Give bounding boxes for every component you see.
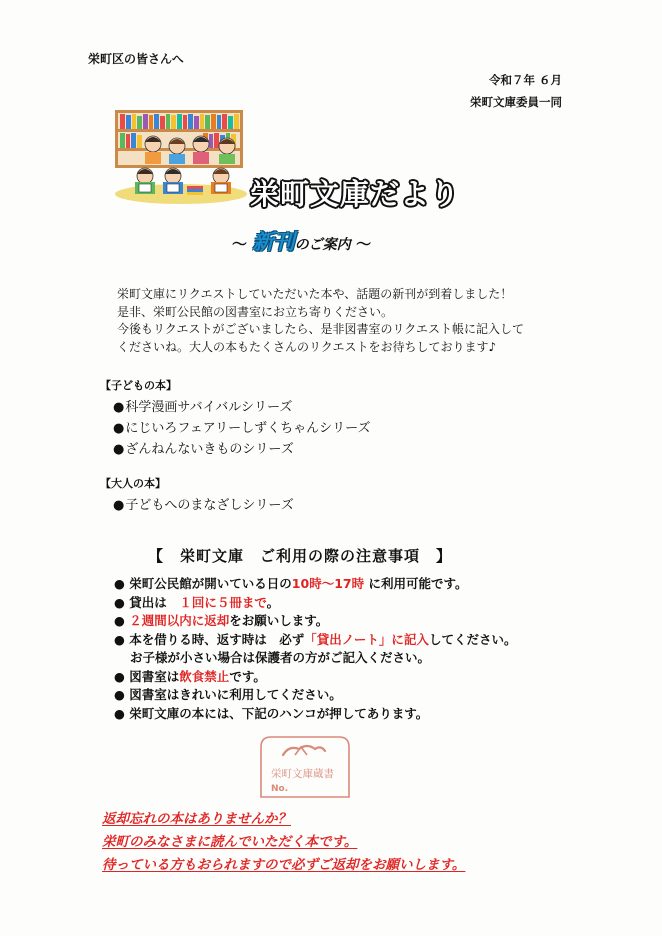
intro-line: 是非、栄町公民館の図書室にお立ち寄りください。 [117,304,394,319]
notice-item [114,705,516,724]
newsletter-title: 栄町文庫だより [250,177,461,211]
notice-item [114,612,516,631]
notice-text: 栄町公民館が開いている日の [129,576,292,591]
addressee: 栄町区の皆さんへ [88,52,184,66]
notice-item [114,631,516,650]
notice-item [114,575,516,594]
bullet-icon: ● [114,613,125,628]
issue-date: 令和７年 ６月 [488,73,562,87]
book-title: 子どもへのまなざしシリーズ [125,498,294,513]
bullet-icon: ● [114,705,125,721]
intro-line: くださいね。大人の本もたくさんのリクエストをお待ちしております♪ [117,339,497,354]
return-reminder [102,808,465,877]
notice-highlight: 飲食禁止 [179,668,230,684]
bullet-icon: ● [114,668,125,684]
notice-item [114,594,516,613]
reminder-line: 栄町のみなさまに読んでいただく本です。 [102,834,358,850]
intro-line: 今後もリクエストがございましたら、是非図書室のリクエスト帳に記入して [117,322,525,336]
notice-text: 。 [266,594,280,610]
notice-text: 図書室は [129,668,180,684]
notices-heading: 【 栄町文庫 ご利用の際の注意事項 】 [148,547,453,565]
list-item [113,495,294,516]
committee-name: 栄町文庫委員一同 [470,95,562,109]
newsletter-subtitle [232,226,371,256]
subtitle-tilde-right: ～ [356,235,372,253]
list-item [113,397,371,418]
list-item [113,439,371,460]
subtitle-announcement: のご案内 [294,237,351,253]
book-title: 科学漫画サバイバルシリーズ [125,400,293,415]
children-books-list [113,397,371,460]
notice-highlight: １回に５冊まで [179,594,267,610]
children-books-label: 【子どもの本】 [100,379,177,392]
book-title: ざんねんないきものシリーズ [125,442,294,457]
book-title: にじいろフェアリーしずくちゃんシリーズ [125,421,371,436]
notice-text: 貸出は [129,594,167,610]
list-item [113,418,371,439]
notice-text: 図書室はきれいに利用してください。 [129,687,342,702]
notice-highlight: 「貸出ノート」に記入 [304,631,429,647]
notice-item [114,668,516,687]
stamp-number: No. [271,784,289,794]
bullet-icon: ● [113,442,125,457]
stamp-text: 栄町文庫蔵書 [271,768,334,780]
bullet-icon: ● [113,421,125,436]
reminder-line: 待っている方もおられますので必ずご返却をお願いします。 [102,857,466,873]
bullet-icon: ● [114,576,125,591]
notice-text: 本を借りる時、返す時は 必ず [129,631,305,647]
notice-item-continuation: お子様が小さい場合は保護者の方がご記入ください。 [130,650,431,665]
bullet-icon: ● [114,594,125,610]
subtitle-new-releases: 新刊 [252,230,295,254]
notices-list [114,575,516,723]
notice-highlight: 10時～17時 [291,576,365,591]
subtitle-tilde-left: ～ [232,235,248,253]
notice-item [114,686,516,705]
bullet-icon: ● [113,400,125,415]
notice-text: 栄町文庫の本には、下記のハンコが押してあります。 [129,705,429,721]
notice-highlight: ２週間以内に返却 [129,613,230,628]
notice-text: に利用可能です。 [368,576,468,591]
adult-books-label: 【大人の本】 [100,477,166,490]
bullet-icon: ● [114,687,125,702]
children-reading-illustration [115,106,250,206]
adult-books-list [113,495,294,516]
notice-text: です。 [229,668,266,684]
bullet-icon: ● [113,498,125,513]
notice-text: してください。 [428,631,517,647]
bullet-icon: ● [114,631,125,647]
intro-paragraph [117,286,524,356]
intro-line: 栄町文庫にリクエストしていただいた本や、話題の新刊が到着しました！ [117,287,513,301]
library-stamp [255,733,355,801]
reminder-line: 返却忘れの本はありませんか？ [102,811,291,827]
notice-text: をお願いします。 [229,613,329,628]
